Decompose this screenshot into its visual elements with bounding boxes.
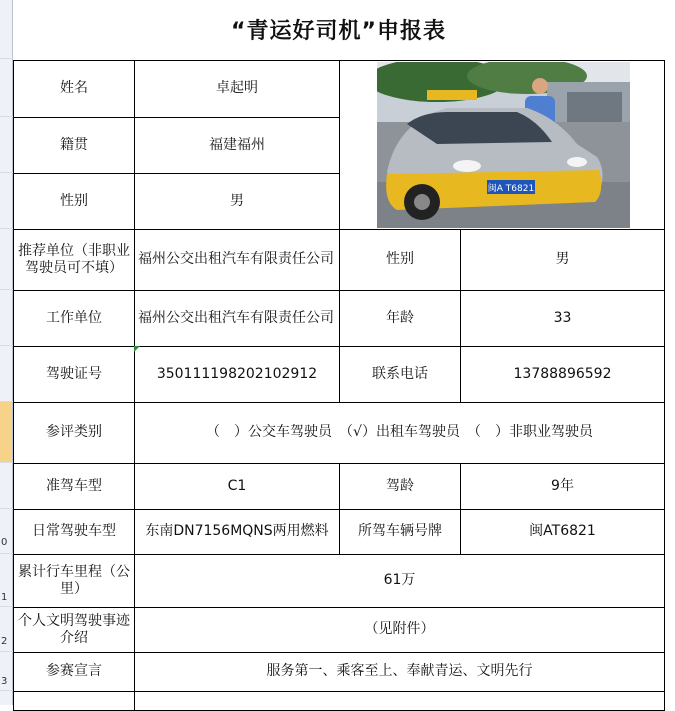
row-divider xyxy=(0,401,13,402)
license-value-text: 350111198202102912 xyxy=(156,365,318,382)
row-number[interactable]: 3 xyxy=(1,676,8,687)
native-label[interactable] xyxy=(13,117,135,174)
row-divider xyxy=(0,58,13,59)
row-divider xyxy=(0,553,13,554)
plate-value[interactable] xyxy=(460,509,665,555)
cartype-value-text: C1 xyxy=(227,477,247,494)
phone-label-text: 联系电话 xyxy=(372,365,428,382)
deeds-label[interactable] xyxy=(13,607,135,653)
pledge-value[interactable] xyxy=(134,652,665,692)
phone-label[interactable] xyxy=(339,346,461,403)
age-label-text: 年龄 xyxy=(386,309,414,326)
category-label[interactable] xyxy=(13,402,135,464)
row-number[interactable]: 1 xyxy=(1,592,8,603)
page-title: “青运好司机”申报表 xyxy=(231,18,446,44)
years-label-text: 驾龄 xyxy=(386,477,414,494)
pledge-label-text: 参赛宣言 xyxy=(46,663,102,680)
row-header-selected xyxy=(0,402,12,462)
years-value-text: 9年 xyxy=(551,477,574,494)
cartype-label[interactable] xyxy=(13,463,135,510)
gender2-value-text: 男 xyxy=(555,251,570,268)
mileage-label[interactable] xyxy=(13,554,135,608)
recommend-value-text: 福州公交出租汽车有限责任公司 xyxy=(138,251,334,268)
mileage-label-text: 累计行车里程（公里） xyxy=(18,563,130,597)
row-number[interactable]: 0 xyxy=(1,537,8,548)
category-label-text: 参评类别 xyxy=(46,424,102,441)
gender-value[interactable] xyxy=(134,173,340,230)
row-divider xyxy=(0,116,13,117)
cartype-value[interactable] xyxy=(134,463,340,510)
native-value-text: 福建福州 xyxy=(209,136,265,153)
gender-value-text: 男 xyxy=(230,192,244,209)
plate-text: 闽A T6821 xyxy=(487,184,535,194)
cartype-label-text: 准驾车型 xyxy=(46,477,102,494)
driver-photo xyxy=(377,62,630,228)
empty-cell[interactable] xyxy=(13,691,135,711)
row-divider xyxy=(0,651,13,652)
work-label[interactable] xyxy=(13,290,135,347)
license-value[interactable] xyxy=(134,346,340,403)
row-divider xyxy=(0,508,13,509)
name-value[interactable] xyxy=(134,60,340,118)
gender2-label-text: 性别 xyxy=(386,251,414,268)
daily-value[interactable] xyxy=(134,509,340,555)
daily-label-text: 日常驾驶车型 xyxy=(32,523,116,540)
name-value-text: 卓起明 xyxy=(216,80,258,97)
license-label-text: 驾驶证号 xyxy=(46,365,102,382)
row-divider xyxy=(0,690,13,691)
native-value[interactable] xyxy=(134,117,340,174)
mileage-value-text: 61万 xyxy=(383,572,416,589)
recommend-label-text: 推荐单位（非职业驾驶员可不填） xyxy=(18,242,130,276)
plate-label[interactable] xyxy=(339,509,461,555)
plate-value-text: 闽AT6821 xyxy=(529,523,596,540)
years-value[interactable] xyxy=(460,463,665,510)
comment-indicator-icon xyxy=(134,346,140,352)
deeds-label-text: 个人文明驾驶事迹介绍 xyxy=(18,612,130,646)
phone-value-text: 13788896592 xyxy=(513,365,612,382)
native-label-text: 籍贯 xyxy=(60,136,88,153)
work-value[interactable] xyxy=(134,290,340,347)
right-sheet-area xyxy=(664,0,675,705)
category-value-text: （ ）公交车驾驶员 （√）出租车驾驶员 （ ）非职业驾驶员 xyxy=(206,424,593,441)
work-label-text: 工作单位 xyxy=(46,309,102,326)
name-label-text: 姓名 xyxy=(60,80,88,97)
daily-value-text: 东南DN7156MQNS两用燃料 xyxy=(145,523,329,540)
row-divider xyxy=(0,462,13,463)
recommend-label[interactable] xyxy=(13,229,135,291)
row-divider xyxy=(0,606,13,607)
row-divider xyxy=(0,172,13,173)
daily-label[interactable] xyxy=(13,509,135,555)
gender2-value[interactable] xyxy=(460,229,665,291)
row-divider xyxy=(0,289,13,290)
row-number[interactable]: 2 xyxy=(1,636,8,647)
phone-value[interactable] xyxy=(460,346,665,403)
plate-label-text: 所驾车辆号牌 xyxy=(358,523,442,540)
work-value-text: 福州公交出租汽车有限责任公司 xyxy=(138,309,334,326)
gender-label-text: 性别 xyxy=(60,192,88,209)
age-value-text: 33 xyxy=(553,309,572,326)
deeds-value[interactable] xyxy=(134,607,665,653)
pledge-label[interactable] xyxy=(13,652,135,692)
name-label[interactable] xyxy=(13,60,135,118)
row-divider xyxy=(0,345,13,346)
empty-cell[interactable] xyxy=(134,691,665,711)
taxi-photo-image xyxy=(377,62,630,228)
age-value[interactable] xyxy=(460,290,665,347)
years-label[interactable] xyxy=(339,463,461,510)
pledge-value-text: 服务第一、乘客至上、奉献青运、文明先行 xyxy=(266,663,533,680)
deeds-value-text: （见附件） xyxy=(364,621,435,638)
row-divider xyxy=(0,228,13,229)
license-label[interactable] xyxy=(13,346,135,403)
mileage-value[interactable] xyxy=(134,554,665,608)
recommend-value[interactable] xyxy=(134,229,340,291)
category-value[interactable] xyxy=(134,402,665,464)
gender-label[interactable] xyxy=(13,173,135,230)
gender2-label[interactable] xyxy=(339,229,461,291)
age-label[interactable] xyxy=(339,290,461,347)
